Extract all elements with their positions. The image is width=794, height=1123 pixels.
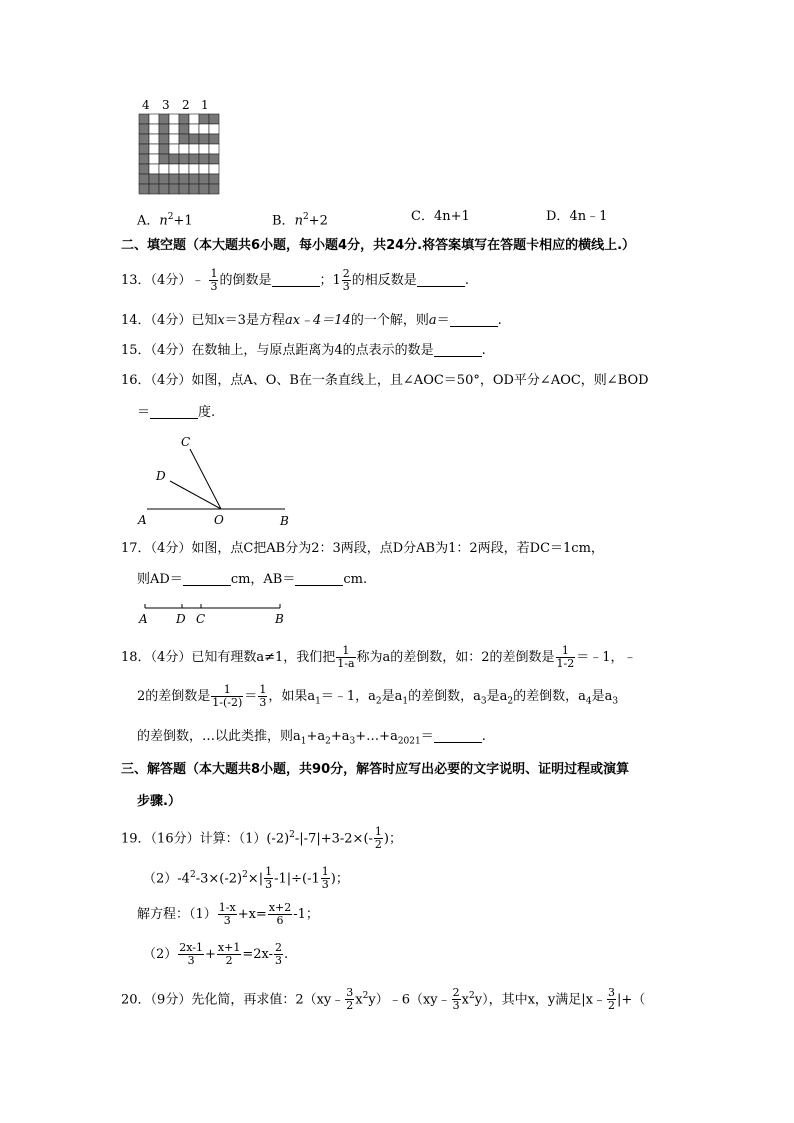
label-b: B: [280, 514, 289, 528]
grid-cell: [159, 144, 169, 154]
grid-cell: [209, 134, 219, 144]
q18-fraction-1: $\frac{1}{1-a}$: [337, 644, 355, 670]
grid-cell: [199, 184, 209, 194]
q19-fraction-3: $\frac{1}{3}$: [321, 865, 329, 892]
q20-fraction-3: $\frac{3}{2}$: [607, 986, 615, 1013]
grid-cell: [199, 124, 209, 134]
grid-cell: [209, 114, 219, 124]
option-a: A．$n^2+1$: [137, 212, 193, 229]
option-b: B．$n^2+2$: [272, 212, 328, 229]
q19-fraction-1: $\frac{1}{2}$: [374, 825, 382, 852]
grid-cell: [149, 124, 159, 134]
grid-cell: [149, 114, 159, 124]
question-16-line-1: 16．（4分）如图，点A、O、B在一条直线上，且∠AOC＝50°，OD平分∠AOC，则∠BOD: [121, 373, 649, 388]
grid-cell: [169, 184, 179, 194]
grid-cell: [209, 184, 219, 194]
grid-cell: [199, 144, 209, 154]
label-a: A: [138, 513, 147, 527]
grid-pattern: [138, 113, 220, 195]
grid-cell: [179, 134, 189, 144]
grid-cell: [139, 184, 149, 194]
grid-cell: [139, 164, 149, 174]
grid-cell: [169, 124, 179, 134]
grid-cell: [169, 144, 179, 154]
question-18-line-3: 的差倒数，…以此类推，则$a_1+a_2+a_3+\dots+a_{2021}=$ .: [137, 729, 486, 747]
grid-cell: [179, 164, 189, 174]
question-19-line-1: 19．（16分）计算：$(1)(-2)^2-|-7|+3-2\times(-$ $\frac{1}{2}$ )；: [121, 825, 402, 852]
grid-cell: [199, 164, 209, 174]
label-d: D: [156, 469, 166, 483]
grid-cell: [179, 124, 189, 134]
section-3-title-line-1: 三、解答题（本大题共8小题，共90分，解答时应写出必要的文字说明、证明过程或演算: [121, 762, 630, 777]
grid-cell: [149, 174, 159, 184]
grid-cell: [139, 144, 149, 154]
label-c: C: [196, 612, 206, 626]
grid-figure: [136, 98, 226, 198]
grid-label-2: 2: [182, 98, 190, 112]
grid-cell: [189, 114, 199, 124]
grid-cell: [199, 114, 209, 124]
grid-cell: [199, 134, 209, 144]
question-14: 14．（4分）已知x＝3是方程ax﹣4＝14的一个解，则a＝ .: [121, 313, 502, 328]
grid-cell: [189, 184, 199, 194]
section-3-title-line-2: 步骤.）: [137, 794, 181, 809]
grid-cell: [189, 164, 199, 174]
question-16-line-2: ＝ 度.: [137, 405, 216, 420]
grid-cell: [179, 114, 189, 124]
grid-cell: [159, 114, 169, 124]
answer-blank: [434, 728, 482, 743]
question-17-line-1: 17．（4分）如图，点C把AB分为2：3两段，点D分AB为1：2两段，若DC＝1cm，: [121, 541, 604, 556]
grid-cell: [159, 184, 169, 194]
grid-cell: [209, 174, 219, 184]
grid-cell: [139, 124, 149, 134]
grid-cell: [209, 144, 219, 154]
q20-fraction-1: $\frac{3}{2}$: [346, 986, 354, 1013]
grid-cell: [169, 114, 179, 124]
grid-cell: [149, 164, 159, 174]
label-c: C: [181, 435, 191, 449]
q19-fraction-5: $\frac{x+2}{6}$: [268, 901, 292, 927]
q19-fraction-6: $\frac{2x-1}{3}$: [179, 941, 204, 967]
grid-cell: [189, 154, 199, 164]
q13-fraction-2: $\frac{2}{3}$: [342, 267, 350, 293]
grid-cell: [209, 154, 219, 164]
grid-cell: [139, 114, 149, 124]
q18-fraction-4: $\frac{1}{3}$: [259, 683, 267, 709]
grid-cell: [149, 144, 159, 154]
segment-figure: [138, 600, 298, 634]
grid-cell: [149, 184, 159, 194]
q19-fraction-4: $\frac{1-x}{3}$: [218, 901, 236, 927]
question-18-line-1: 18．（4分）已知有理数a≠1，我们把 $\frac{1}{1-a}$ 称为a的差倒数，如：2的差倒数是 $\frac{1}{1-2}$ ＝﹣1，﹣: [121, 644, 637, 670]
grid-label-4: 4: [142, 98, 150, 112]
grid-cell: [169, 134, 179, 144]
label-d: D: [176, 612, 186, 626]
answer-blank: [434, 342, 482, 357]
answer-blank: [417, 272, 465, 287]
grid-cell: [169, 154, 179, 164]
grid-cell: [159, 174, 169, 184]
grid-cell: [209, 164, 219, 174]
q18-fraction-2: $\frac{1}{1-2}$: [556, 644, 575, 670]
question-19-line-4: （2） $\frac{2x-1}{3}$ + $\frac{x+1}{2}$ =2x- $\frac{2}{3}$ .: [143, 941, 289, 967]
grid-cell: [179, 184, 189, 194]
grid-cell: [199, 174, 209, 184]
grid-cell: [169, 174, 179, 184]
q19-fraction-7: $\frac{x+1}{2}$: [217, 941, 241, 967]
grid-cell: [139, 134, 149, 144]
label-a: A: [139, 612, 148, 626]
grid-cell: [139, 154, 149, 164]
option-c: C．4n+1: [411, 209, 470, 224]
question-19-line-3: 解方程：（1） $\frac{1-x}{3}$ +x= $\frac{x+2}{6}$ -1；: [137, 901, 319, 927]
grid-cell: [209, 124, 219, 134]
grid-cell: [159, 134, 169, 144]
grid-cell: [149, 134, 159, 144]
answer-blank: [272, 272, 320, 287]
label-o: O: [214, 513, 224, 527]
grid-cell: [159, 124, 169, 134]
grid-cell: [149, 154, 159, 164]
grid-cell: [159, 164, 169, 174]
grid-cell: [179, 154, 189, 164]
section-2-title: 二、填空题（本大题共6小题，每小题4分，共24分.将答案填写在答题卡相应的横线上.）: [121, 238, 636, 253]
answer-blank: [150, 404, 198, 419]
q19-fraction-2: $\frac{1}{3}$: [265, 865, 273, 892]
grid-cell: [199, 154, 209, 164]
answer-blank: [183, 571, 231, 586]
answer-blank: [450, 312, 498, 327]
grid-cell: [189, 144, 199, 154]
answer-blank: [295, 571, 343, 586]
question-17-line-2: 则AD＝ cm，AB＝ cm.: [137, 572, 368, 587]
question-13: 13．（4分）﹣ $\frac{1}{3}$ 的倒数是 ；1 $\frac{2}{3}$ 的相反数是 .: [121, 267, 469, 293]
grid-cell: [159, 154, 169, 164]
grid-cell: [179, 144, 189, 154]
question-18-line-2: 2的差倒数是 $\frac{1}{1-(-2)}$ ＝ $\frac{1}{3}$ ，如果$a_1=﹣1$，$a_2$是$a_1$的差倒数，$a_3$是$a_2$的差倒数，$a_4$是$a_3$: [137, 683, 619, 709]
question-15: 15．（4分）在数轴上，与原点距离为4的点表示的数是 .: [121, 343, 486, 358]
label-b: B: [275, 612, 284, 626]
question-19-line-2: $(2)-4^2-3\times(-2)^2\times|$ $\frac{1}{3}$ -1|÷(-1 $\frac{1}{3}$ )；: [143, 865, 349, 892]
grid-label-3: 3: [162, 98, 170, 112]
grid-cell: [139, 174, 149, 184]
question-20: 20．（9分）先化简，再求值：2（xy﹣ $\frac{3}{2}$ $x^2y)﹣6(xy﹣$ $\frac{2}{3}$ $x^2y$），其中x，y满足|x﹣ $\frac{3}{2}$ |+（: [121, 986, 646, 1013]
grid-cell: [189, 174, 199, 184]
option-d: D．4n﹣1: [546, 209, 608, 224]
q19-fraction-8: $\frac{2}{3}$: [275, 941, 283, 967]
angle-figure: [133, 432, 313, 532]
grid-cell: [179, 174, 189, 184]
grid-label-1: 1: [201, 98, 209, 112]
grid-cell: [189, 134, 199, 144]
grid-cell: [169, 164, 179, 174]
q18-fraction-3: $\frac{1}{1-(-2)}$: [212, 683, 243, 709]
q20-fraction-2: $\frac{2}{3}$: [452, 986, 460, 1013]
q13-fraction-1: $\frac{1}{3}$: [210, 267, 218, 293]
grid-cell: [189, 124, 199, 134]
